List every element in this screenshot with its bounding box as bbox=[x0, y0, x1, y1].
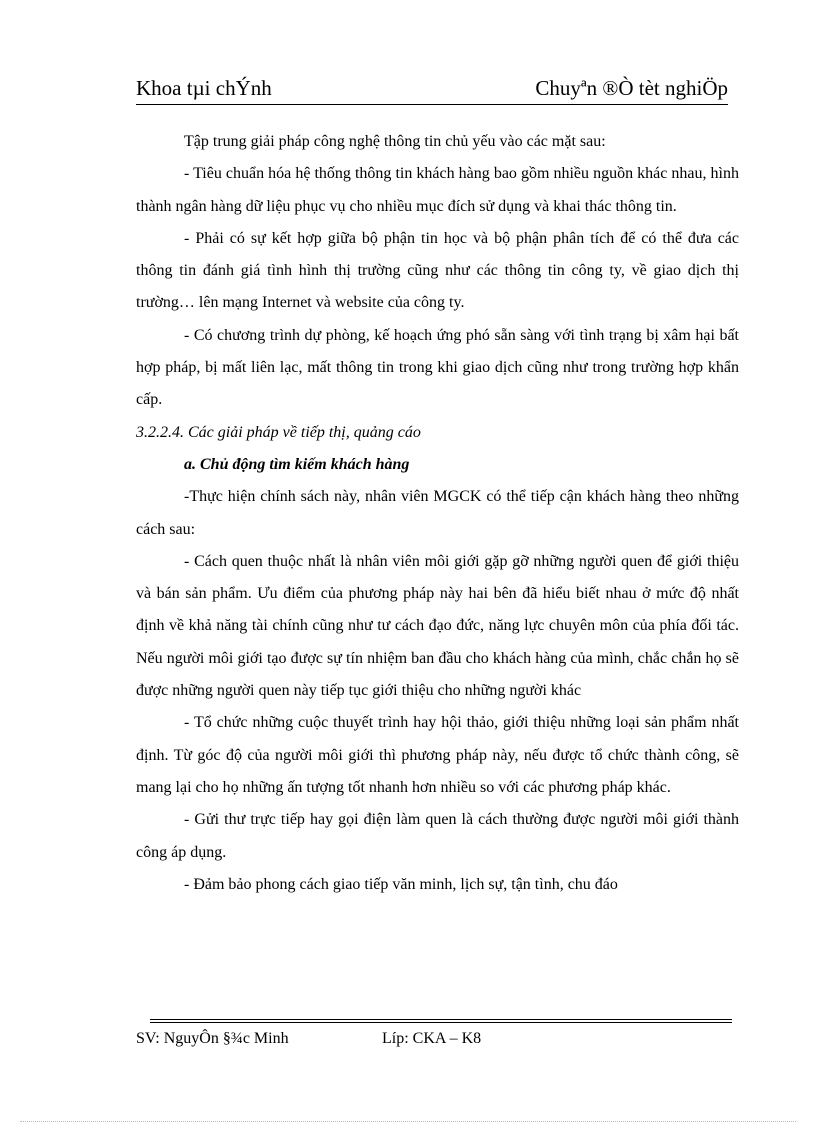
paragraph-standardize: - Tiêu chuẩn hóa hệ thống thông tin khách hàng bao gồm nhiều nguồn khác nhau, hình thành ngân hàng dữ liệu phục vụ cho nhiều mục đích sử dụng và khai thác thông tin. bbox=[136, 165, 739, 215]
subsection-heading: a. Chủ động tìm kiếm khách hàng bbox=[184, 455, 410, 473]
footer-divider bbox=[150, 1019, 732, 1023]
paragraph-acquaintances: - Cách quen thuộc nhất là nhân viên môi giới gặp gỡ những người quen để giới thiệu và bán sản phẩm. Ưu điểm của phương pháp này hai bên đã hiểu biết nhau ở mức độ nhất định về khả năng tài chính cũng như tư cách đạo đức, năng lực chuyên môn của phía đối tác. Nếu người môi giới tạo được sự tín nhiệm ban đầu cho khách hàng của mình, chắc chắn họ sẽ được những người quen này tiếp tục giới thiệu cho những người khác bbox=[136, 552, 739, 700]
page-header bbox=[136, 76, 728, 105]
paragraph-coordination: - Phải có sự kết hợp giữa bộ phận tin học và bộ phận phân tích để có thể đưa các thông tin đánh giá tình hình thị trường cũng như các thông tin công ty, về giao dịch thị trường… lên mạng Internet và website của công ty. bbox=[136, 229, 739, 312]
paragraph-seminars: - Tổ chức những cuộc thuyết trình hay hội thảo, giới thiệu những loại sản phẩm nhất định. Từ góc độ của người môi giới thì phương pháp này, nếu được tổ chức thành công, sẽ mang lại cho họ những ấn tượng tốt nhanh hơn nhiều so với các phương pháp khác. bbox=[136, 714, 739, 796]
paragraph-intro: Tập trung giải pháp công nghệ thông tin chủ yếu vào các mặt sau: bbox=[184, 133, 606, 150]
paragraph-communication: - Đảm bảo phong cách giao tiếp văn minh, lịch sự, tận tình, chu đáo bbox=[184, 875, 618, 893]
header-faculty: Khoa tµi chÝnh bbox=[136, 76, 272, 100]
page-bottom-edge bbox=[20, 1121, 796, 1122]
paragraph-contingency: - Có chương trình dự phòng, kế hoạch ứng phó sẵn sàng với tình trạng bị xâm hại bất hợp pháp, bị mất liên lạc, mất thông tin trong khi giao dịch cũng như trong trường hợp khẩn cấp. bbox=[136, 326, 739, 409]
footer-student: SV: NguyÔn §¾c Minh bbox=[136, 1030, 289, 1047]
section-heading: 3.2.2.4. Các giải pháp về tiếp thị, quảng cáo bbox=[136, 423, 421, 441]
paragraph-direct-mail: - Gửi thư trực tiếp hay gọi điện làm quen là cách thường được người môi giới thành công áp dụng. bbox=[136, 811, 739, 861]
document-body bbox=[136, 126, 739, 901]
footer-class: Líp: CKA – K8 bbox=[382, 1030, 482, 1047]
paragraph-approach: -Thực hiện chính sách này, nhân viên MGCK có thể tiếp cận khách hàng theo những cách sau: bbox=[136, 488, 739, 538]
header-doc-title: Chuyªn ®Ò tèt nghiÖp bbox=[535, 76, 728, 100]
